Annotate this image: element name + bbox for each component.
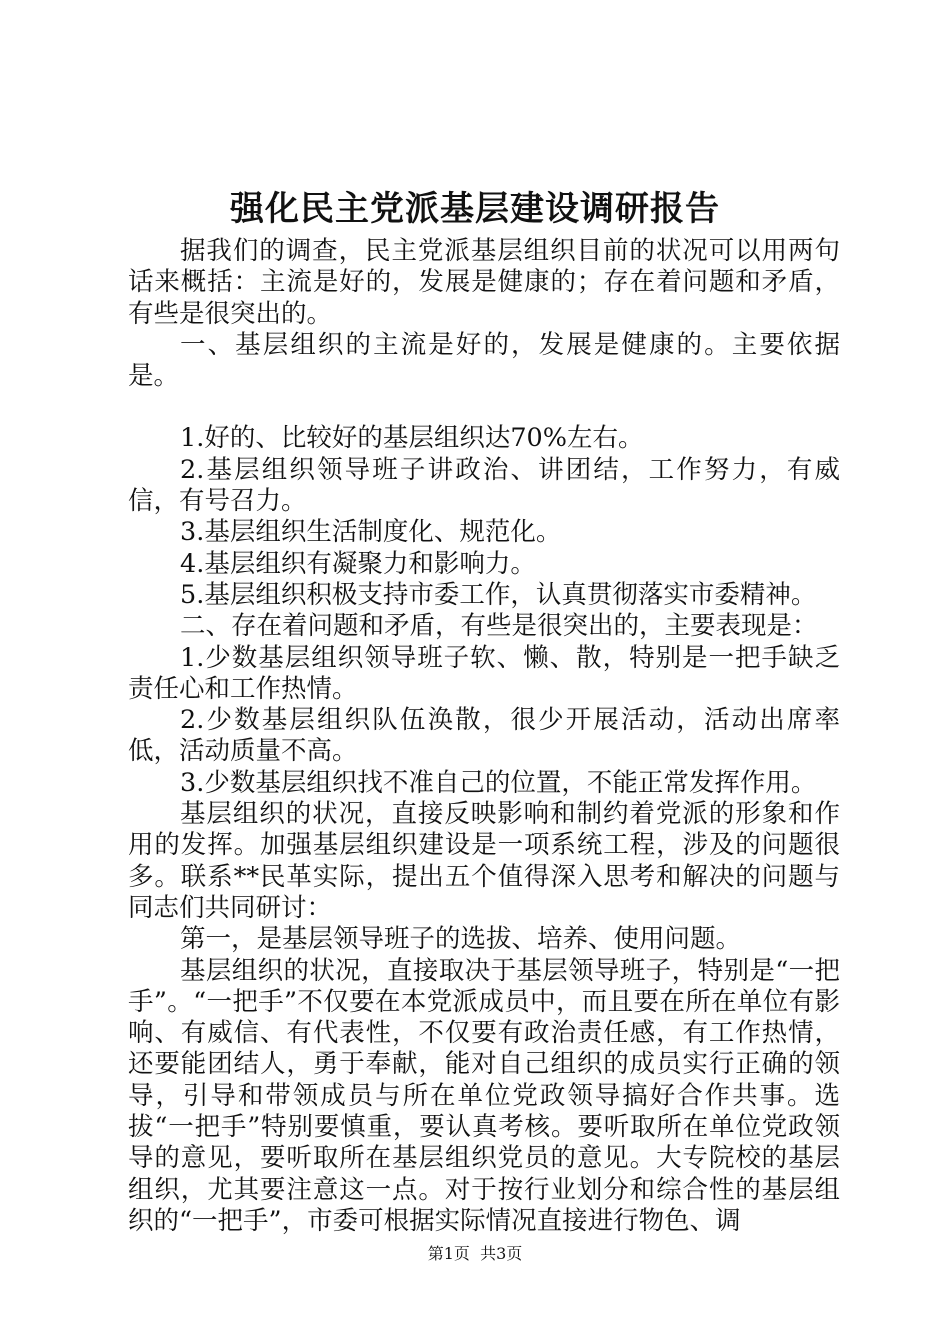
paragraph-point: 1.好的、比较好的基层组织达70%左右。 [180,423,644,454]
paragraph-intro: 据我们的调查，民主党派基层组织目前的状况可以用两句话来概括：主流是好的，发展是健康的；存在着问题和矛盾，有些是很突出的。 [128,236,840,329]
document-title: 强化民主党派基层建设调研报告 [230,189,720,229]
paragraph-body: 基层组织的状况，直接反映影响和制约着党派的形象和作用的发挥。加强基层组织建设是一项系统工程，涉及的问题很多。联系**民革实际，提出五个值得深入思考和解决的问题与同志们共同研讨： [128,799,840,923]
paragraph-body: 基层组织的状况，直接取决于基层领导班子，特别是“一把手”。“一把手”不仅要在本党派成员中，而且要在所在单位有影响、有威信、有代表性，不仅要有政治责任感，有工作热情，还要能团结人，勇于奉献，能对自己组织的成员实行正确的领导，引导和带领成员与所在单位党政领导搞好合作共事。选拔“一把手”特别要慎重，要认真考核。要听取所在单位党政领导的意见，要听取所在基层组织党员的意见。大专院校的基层组织，尤其要注意这一点。对于按行业划分和综合性的基层组织的“一把手”，市委可根据实际情况直接进行物色、调 [128,955,840,1236]
paragraph-point: 1.少数基层组织领导班子软、懒、散，特别是一把手缺乏责任心和工作热情。 [128,642,840,704]
paragraph-subheading: 第一，是基层领导班子的选拔、培养、使用问题。 [180,924,742,955]
document-body [128,236,840,1237]
page-number-current: 第1页 [427,1244,470,1263]
paragraph-section-one-heading: 一、基层组织的主流是好的，发展是健康的。主要依据是。 [128,329,840,392]
footer-separator [470,1244,480,1263]
paragraph-point: 2.基层组织领导班子讲政治、讲团结，工作努力，有威信，有号召力。 [128,454,840,517]
paragraph-point: 2.少数基层组织队伍涣散，很少开展活动，活动出席率低，活动质量不高。 [128,705,840,767]
page-number-total: 共3页 [480,1244,523,1263]
page-footer [0,1243,950,1265]
paragraph-point: 4.基层组织有凝聚力和影响力。 [180,548,536,579]
paragraph-point: 3.少数基层组织找不准自己的位置，不能正常发挥作用。 [180,767,817,798]
paragraph-point: 3.基层组织生活制度化、规范化。 [180,517,562,548]
paragraph-point: 5.基层组织积极支持市委工作，认真贯彻落实市委精神。 [180,579,817,610]
paragraph-section-two-heading: 二、存在着问题和矛盾，有些是很突出的，主要表现是： [180,611,818,642]
